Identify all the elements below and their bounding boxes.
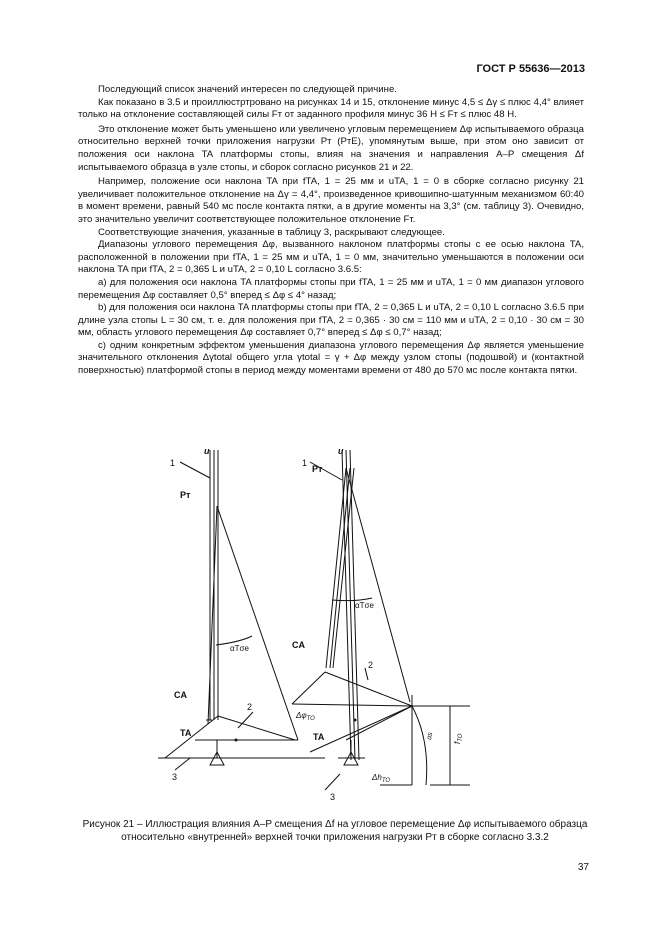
label-f: $f_{TO}$ bbox=[453, 733, 464, 744]
label-ca-right: CA bbox=[292, 640, 305, 650]
label-dh: $\Delta h_{TO}$ bbox=[372, 773, 391, 784]
label-arc: αs bbox=[426, 731, 435, 741]
document-code: ГОСТ Р 55636—2013 bbox=[476, 63, 585, 75]
list-item-c: c) одним конкретным эффектом уменьшения диапазона углового перемещения Δφ является уменьшение значительного отклонения Δγtotal общего угла γtotal = γ + Δφ между узлом стопы (подошвой) и (контактной поверхностью) платформой стопы в период между моментами времени от 480 до 570 мс после контакта пятки. bbox=[78, 339, 584, 377]
figure-21-diagram bbox=[150, 440, 600, 810]
paragraph: Последующий список значений интересен по следующей причине. bbox=[98, 84, 397, 95]
label-2-left: 2 bbox=[247, 702, 253, 712]
label-alpha-left: αTσe bbox=[230, 644, 249, 653]
page-number: 37 bbox=[577, 862, 589, 873]
label-ca-left: CA bbox=[174, 690, 187, 700]
label-dphi: $\Delta\varphi_{TO}$ bbox=[296, 711, 315, 722]
label-1-right: 1 bbox=[302, 458, 308, 468]
list-item-b: b) для положения оси наклона TA платформы стопы при fTA, 2 = 0,365 L и uTA, 2 = 0,10 L согласно 3.6.5 при длине узла стопы L = 30 см, т. е. для положения при fTA, 2 = 0,365 · 30 см = 110 мм и uTA, 2 = 0,10 · 30 см = 30 мм, область углового перемещения Δφ составляет 0,7° вперед ≤ Δφ ≤ 0,7° назад; bbox=[78, 302, 584, 339]
label-1-left: 1 bbox=[170, 458, 176, 468]
body-text bbox=[78, 84, 584, 378]
label-ta-right: TA bbox=[313, 732, 325, 742]
label-3-right: 3 bbox=[330, 792, 336, 802]
paragraph: Как показано в 3.5 и проиллюстртровано на рисунках 14 и 15, отклонение минус 4,5 ≤ Δγ ≤ плюс 4,4° влияет только на отклонение составляющей силы Fт от заданного профиля минус 36 Н ≤ Fт ≤ плюс 48 Н. bbox=[78, 96, 584, 121]
paragraph: Соответствующие значения, указанные в таблицу 3, раскрывают следующее. bbox=[98, 226, 445, 238]
paragraph: Например, положение оси наклона TA при fTA, 1 = 25 мм и uTA, 1 = 0 в сборке согласно рисунку 21 увеличивает положительное отклонение на Δγ = 4,4°, произведенное кривошипно-шатунным механизмом 60:40 в момент времени, равный 540 мс после контакта пятки, а в другие моменты на 3,3° (см. таблицу 3). Очевидно, это значительно увеличит соответствующее положительное отклонение Fт. bbox=[78, 176, 584, 225]
paragraph: Диапазоны углового перемещения Δφ, вызванного наклоном платформы стопы с ее осью наклона TA, расположенной в положении при fTA, 1 = 25 мм и uTA, 1 = 0 мм, значительно уменьшаются в положении оси наклона TA при fTA, 2 = 0,365 L и uTA, 2 = 0,10 L согласно 3.6.5: bbox=[78, 239, 584, 276]
label-u-left: u bbox=[204, 446, 210, 456]
paragraph: Это отклонение может быть уменьшено или увеличено угловым перемещением Δφ испытываемого образца относительно верхней точки приложения нагрузки Pт (PтE), упомянутым выше, при этом оно зависит от положения оси наклона TA платформы стопы, влияя на значения и направления A–P смещения Δf испытываемого образца в узле стопы, и сборок согласно рисунков 21 и 22. bbox=[78, 123, 584, 173]
label-ta-left: TA bbox=[180, 728, 192, 738]
label-u-right: u bbox=[338, 446, 344, 456]
label-3-left: 3 bbox=[172, 772, 178, 782]
label-pt-right: Pт bbox=[312, 464, 323, 474]
figure-caption: Рисунок 21 – Иллюстрация влияния A–P смещения Δf на угловое перемещение Δφ испытываемого образца относительно «внутренней» верхней точки приложения нагрузки Pт в сборке согласно 3.3.2 bbox=[82, 819, 588, 843]
label-pt-left: Pт bbox=[180, 490, 191, 500]
list-item-a: a) для положения оси наклона TA платформы стопы при fTA, 1 = 25 мм и uTA, 1 = 0 мм диапазон углового перемещения Δφ составляет 0,5° вперед ≤ Δφ ≤ 4° назад; bbox=[78, 276, 584, 301]
label-2-right: 2 bbox=[368, 660, 374, 670]
label-alpha-right: αTσe bbox=[355, 601, 374, 610]
